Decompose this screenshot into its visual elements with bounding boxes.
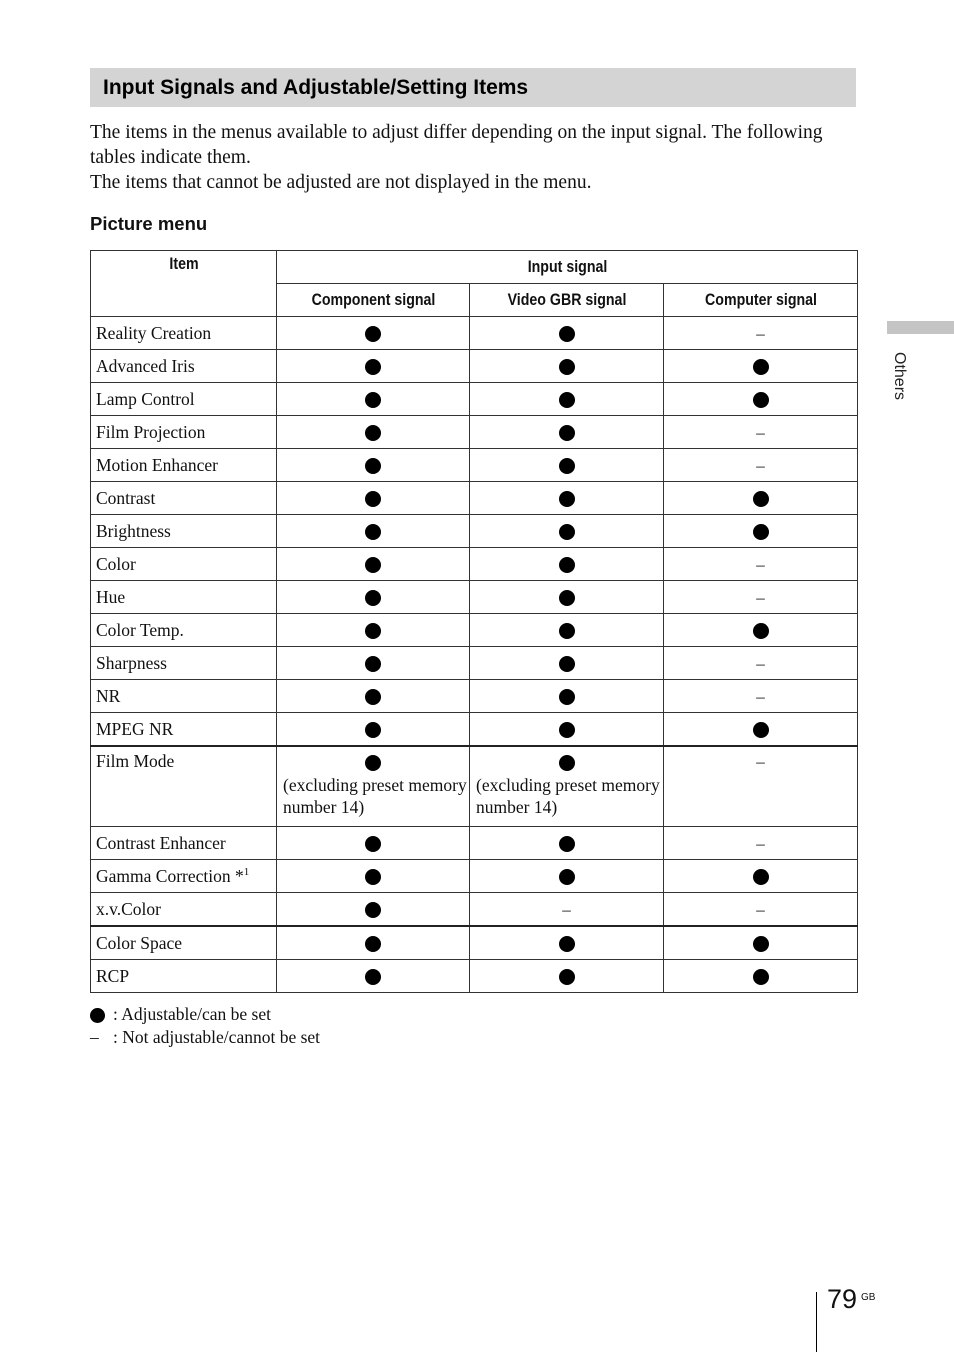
row-label — [91, 713, 277, 747]
row-label-text: Motion Enhancer — [96, 454, 218, 475]
filled-circle-icon — [753, 392, 769, 408]
filled-circle-icon — [365, 392, 381, 408]
signal-cell — [664, 746, 858, 827]
signal-cell — [664, 449, 858, 482]
filled-circle-icon — [559, 491, 575, 507]
row-label — [91, 416, 277, 449]
filled-circle-icon — [559, 656, 575, 672]
table-row — [91, 416, 858, 449]
filled-circle-icon — [365, 491, 381, 507]
signal-cell — [470, 350, 664, 383]
filled-circle-icon — [559, 722, 575, 738]
filled-circle-icon — [753, 491, 769, 507]
header-input-signal: Input signal — [317, 251, 817, 284]
table-row — [91, 515, 858, 548]
table-row — [91, 647, 858, 680]
side-tab-label: Others — [891, 352, 908, 401]
signal-cell — [664, 548, 858, 581]
row-label — [91, 482, 277, 515]
signal-cell — [277, 893, 470, 927]
filled-circle-icon — [365, 722, 381, 738]
filled-circle-icon — [753, 969, 769, 985]
cell-note: (excluding preset memory number 14) — [476, 775, 660, 817]
dash-symbol: – — [756, 899, 765, 919]
row-label — [91, 350, 277, 383]
signal-cell — [470, 746, 664, 827]
signal-cell — [664, 350, 858, 383]
row-label-text: Film Projection — [96, 421, 206, 442]
table-row — [91, 383, 858, 416]
signal-cell — [277, 860, 470, 893]
table-row — [91, 746, 858, 827]
filled-circle-icon — [365, 936, 381, 952]
signal-cell — [277, 581, 470, 614]
row-label-text: Contrast Enhancer — [96, 832, 226, 853]
table-row — [91, 827, 858, 860]
signal-cell — [277, 317, 470, 350]
filled-circle-icon — [365, 969, 381, 985]
table-row — [91, 713, 858, 747]
signal-cell — [277, 827, 470, 860]
row-label-text: RCP — [96, 965, 130, 986]
signal-cell — [664, 926, 858, 960]
row-label-text: Advanced Iris — [96, 355, 195, 376]
signal-cell — [664, 827, 858, 860]
row-label-text: Color Space — [96, 932, 183, 953]
filled-circle-icon — [753, 359, 769, 375]
signal-cell — [664, 860, 858, 893]
row-label-text: Hue — [96, 586, 126, 607]
table-row — [91, 893, 858, 927]
signal-cell — [277, 482, 470, 515]
row-label-text: NR — [96, 685, 121, 706]
row-label — [91, 680, 277, 713]
table-row — [91, 317, 858, 350]
filled-circle-icon — [559, 392, 575, 408]
row-label — [91, 926, 277, 960]
row-label — [91, 548, 277, 581]
filled-circle-icon — [559, 524, 575, 540]
intro-text — [90, 120, 830, 195]
signal-cell — [277, 449, 470, 482]
picture-menu-table — [90, 250, 858, 993]
dash-symbol: – — [756, 422, 765, 442]
signal-cell — [470, 449, 664, 482]
signal-cell — [470, 317, 664, 350]
signal-cell — [470, 893, 664, 927]
dash-symbol: – — [756, 686, 765, 706]
header-item: Item — [104, 251, 264, 317]
intro-paragraph-1: The items in the menus available to adjust differ depending on the input signal. The following tables indicate them. — [90, 122, 823, 168]
filled-circle-icon — [365, 902, 381, 918]
table-row — [91, 926, 858, 960]
dash-symbol: – — [756, 752, 765, 771]
filled-circle-icon — [559, 557, 575, 573]
dash-symbol: – — [756, 653, 765, 673]
signal-cell — [277, 383, 470, 416]
filled-circle-icon — [365, 590, 381, 606]
header-component-signal: Component signal — [290, 284, 456, 317]
row-label-text: x.v.Color — [96, 898, 161, 919]
signal-cell — [664, 647, 858, 680]
row-label — [91, 515, 277, 548]
page-number-divider — [816, 1292, 817, 1352]
row-label — [91, 317, 277, 350]
row-label — [91, 383, 277, 416]
signal-cell — [470, 515, 664, 548]
table-row — [91, 860, 858, 893]
side-tab-marker — [887, 321, 954, 334]
filled-circle-icon — [365, 524, 381, 540]
row-label — [91, 827, 277, 860]
signal-cell — [664, 482, 858, 515]
signal-cell — [277, 746, 470, 827]
table-row — [91, 960, 858, 993]
dash-symbol: – — [756, 323, 765, 343]
signal-cell — [277, 548, 470, 581]
signal-cell — [470, 416, 664, 449]
signal-cell — [470, 860, 664, 893]
page-number: 79 — [827, 1284, 858, 1314]
filled-circle-icon — [365, 656, 381, 672]
filled-circle-icon — [559, 836, 575, 852]
filled-circle-icon — [559, 458, 575, 474]
signal-cell — [277, 680, 470, 713]
signal-cell — [470, 581, 664, 614]
filled-circle-icon — [365, 557, 381, 573]
table-row — [91, 680, 858, 713]
signal-cell — [277, 926, 470, 960]
table-row — [91, 581, 858, 614]
row-label-text: Contrast — [96, 487, 156, 508]
signal-cell — [470, 713, 664, 747]
signal-cell — [664, 317, 858, 350]
signal-cell — [470, 383, 664, 416]
filled-circle-icon — [753, 869, 769, 885]
signal-cell — [664, 893, 858, 927]
filled-circle-icon — [365, 359, 381, 375]
dash-symbol: – — [756, 455, 765, 475]
header-video-gbr-signal: Video GBR signal — [483, 284, 650, 317]
row-label-text: Sharpness — [96, 652, 167, 673]
signal-cell — [277, 647, 470, 680]
row-label-text: Color — [96, 553, 136, 574]
table-body — [91, 317, 858, 993]
intro-paragraph-2: The items that cannot be adjusted are not displayed in the menu. — [90, 172, 592, 193]
filled-circle-icon — [365, 623, 381, 639]
row-label — [91, 893, 277, 927]
row-label — [91, 581, 277, 614]
dash-symbol: – — [756, 554, 765, 574]
signal-cell — [470, 960, 664, 993]
legend-not-adjustable — [90, 1026, 320, 1049]
signal-cell — [664, 713, 858, 747]
section-title-bar — [90, 68, 856, 107]
filled-circle-icon — [753, 623, 769, 639]
footnote-marker: 1 — [243, 865, 250, 878]
row-label — [91, 449, 277, 482]
row-label — [91, 860, 277, 893]
filled-circle-icon — [559, 425, 575, 441]
signal-cell — [277, 515, 470, 548]
signal-cell — [470, 482, 664, 515]
filled-circle-icon — [753, 936, 769, 952]
table-row — [91, 449, 858, 482]
signal-cell — [470, 548, 664, 581]
filled-circle-icon — [559, 623, 575, 639]
signal-cell — [470, 647, 664, 680]
filled-circle-icon — [559, 869, 575, 885]
signal-cell — [664, 581, 858, 614]
page-number-suffix: GB — [861, 1292, 876, 1303]
header-computer-signal: Computer signal — [677, 284, 844, 317]
filled-circle-icon — [559, 326, 575, 342]
filled-circle-icon — [365, 869, 381, 885]
picture-menu-heading: Picture menu — [90, 213, 208, 234]
row-label-text: Reality Creation — [96, 322, 212, 343]
filled-circle-icon — [559, 359, 575, 375]
legend — [90, 1003, 320, 1049]
row-label — [91, 746, 277, 827]
table-row — [91, 614, 858, 647]
table-row — [91, 350, 858, 383]
filled-circle-icon — [559, 689, 575, 705]
filled-circle-icon — [365, 458, 381, 474]
legend-adjustable-text: : Adjustable/can be set — [113, 1004, 271, 1024]
table-row — [91, 548, 858, 581]
section-title: Input Signals and Adjustable/Setting Items — [103, 75, 529, 99]
filled-circle-icon — [365, 836, 381, 852]
signal-cell — [664, 383, 858, 416]
row-label-text: Gamma Correction * — [96, 865, 244, 886]
signal-cell — [277, 713, 470, 747]
signal-cell — [664, 515, 858, 548]
cell-note: (excluding preset memory number 14) — [283, 775, 467, 817]
filled-circle-icon — [365, 755, 381, 771]
row-label-text: Color Temp. — [96, 619, 184, 640]
dash-symbol: – — [562, 899, 571, 919]
row-label-text: Film Mode — [96, 751, 175, 771]
signal-cell — [470, 680, 664, 713]
filled-circle-icon — [753, 722, 769, 738]
row-label — [91, 647, 277, 680]
row-label-text: Lamp Control — [96, 388, 195, 409]
signal-cell — [664, 960, 858, 993]
dash-symbol: – — [756, 587, 765, 607]
row-label-text: MPEG NR — [96, 718, 174, 739]
signal-cell — [277, 350, 470, 383]
signal-cell — [277, 960, 470, 993]
dash-symbol: – — [90, 1027, 99, 1047]
signal-cell — [277, 416, 470, 449]
table-row — [91, 482, 858, 515]
signal-cell — [664, 680, 858, 713]
signal-cell — [470, 614, 664, 647]
filled-circle-icon — [559, 969, 575, 985]
filled-circle-icon — [559, 590, 575, 606]
signal-cell — [470, 926, 664, 960]
filled-circle-icon — [365, 689, 381, 705]
signal-cell — [470, 827, 664, 860]
dash-symbol: – — [756, 833, 765, 853]
legend-adjustable — [90, 1003, 320, 1026]
legend-not-adjustable-text: : Not adjustable/cannot be set — [113, 1027, 321, 1047]
row-label — [91, 960, 277, 993]
filled-circle-icon — [90, 1008, 105, 1023]
row-label — [91, 614, 277, 647]
filled-circle-icon — [365, 326, 381, 342]
signal-cell — [664, 614, 858, 647]
signal-cell — [664, 416, 858, 449]
filled-circle-icon — [559, 936, 575, 952]
filled-circle-icon — [559, 755, 575, 771]
filled-circle-icon — [365, 425, 381, 441]
signal-cell — [277, 614, 470, 647]
row-label-text: Brightness — [96, 520, 171, 541]
filled-circle-icon — [753, 524, 769, 540]
